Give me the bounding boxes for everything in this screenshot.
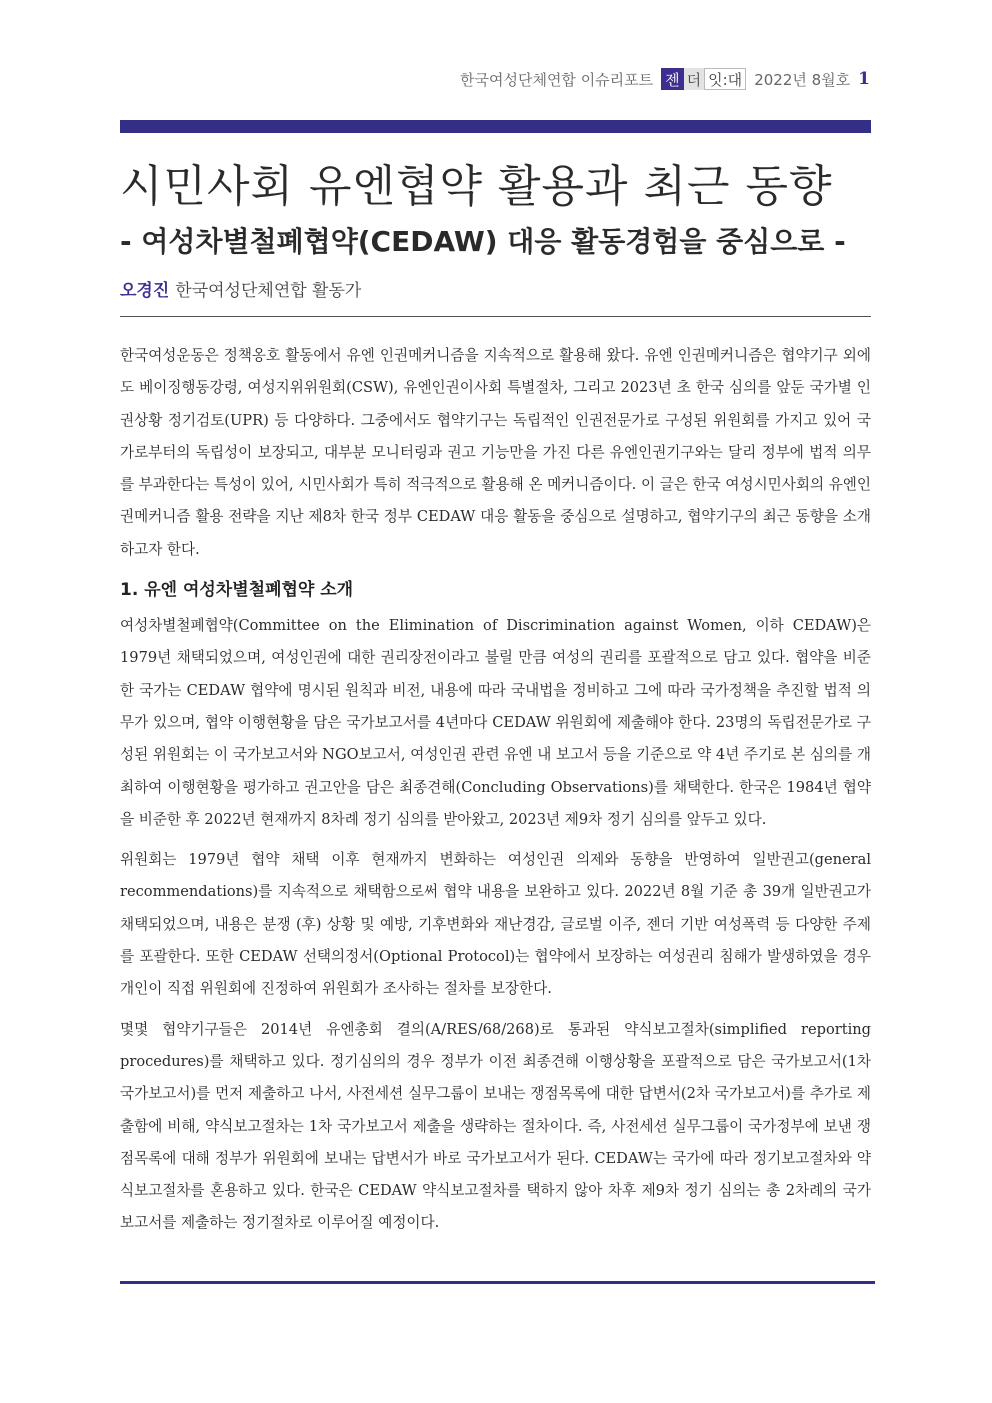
title-divider (120, 316, 871, 317)
author-line (120, 276, 361, 301)
page-title: 시민사회 유엔협약 활용과 최근 동향 (120, 161, 833, 212)
body-paragraph: 여성차별철폐협약(Committee on the Elimination of Discrimination against Women, 이하 CEDAW)은 1979년 채택되었으며, 여성인권에 대한 권리장전이라고 불릴 만큼 여성의 권리를 포괄적으로 담고 있다. 협약을 비준한 국가는 CEDAW 협약에 명시된 원칙과 비전, 내용에 따라 국내법을 정비하고 그에 따라 국가정책을 추진할 법적 의무가 있으며, 협약 이행현황을 담은 국가보고서를 4년마다 CEDAW 위원회에 제출해야 한다. 23명의 독립전문가로 구성된 위원회는 이 국가보고서와 NGO보고서, 여성인권 관련 유엔 내 보고서 등을 기준으로 약 4년 주기로 본 심의를 개최하여 이행현황을 평가하고 권고안을 담은 최종견해(Concluding Observations)를 채택한다. 한국은 1984년 협약을 비준한 후 2022년 현재까지 8차례 정기 심의를 받아왔고, 2023년 제9차 정기 심의를 앞두고 있다. (120, 617, 871, 828)
bottom-divider (120, 1281, 875, 1284)
publication-name: 한국여성단체연합 이슈리포트 (460, 70, 654, 89)
page-number: 1 (858, 69, 870, 89)
badge-part-2: 더 (684, 68, 705, 90)
body-paragraph: 몇몇 협약기구들은 2014년 유엔총회 결의(A/RES/68/268)로 통과된 약식보고절차(simplified reporting procedures)를 채택하고 있다. 정기심의의 경우 정부가 이전 최종견해 이행상황을 포괄적으로 담은 국가보고서(1차 국가보고서)를 먼저 제출하고 나서, 사전세션 실무그룹이 보내는 쟁점목록에 대한 답변서(2차 국가보고서)를 추가로 제출함에 비해, 약식보고절차는 1차 국가보고서 제출을 생략하는 절차이다. 즉, 사전세션 실무그룹이 국가정부에 보낸 쟁점목록에 대해 정부가 위원회에 보내는 답변서가 바로 국가보고서가 된다. CEDAW는 국가에 따라 정기보고절차와 약식보고절차를 혼용하고 있다. 한국은 CEDAW 약식보고절차를 택하지 않아 차후 제9차 정기 심의는 총 2차례의 국가보고서를 제출하는 정기절차로 이루어질 예정이다. (120, 1020, 871, 1232)
badge-part-3: 잇:대 (704, 68, 746, 90)
author-name: 오경진 (120, 281, 170, 301)
page-subtitle: - 여성차별철폐협약(CEDAW) 대응 활동경험을 중심으로 - (120, 225, 846, 258)
top-accent-bar (120, 120, 871, 133)
body-paragraph: 위원회는 1979년 협약 채택 이후 현재까지 변화하는 여성인권 의제와 동향을 반영하여 일반권고(general recommendations)를 지속적으로 채택함으로써 협약 내용을 보완하고 있다. 2022년 8월 기준 총 39개 일반권고가 채택되었으며, 내용은 분쟁 (후) 상황 및 예방, 기후변화와 재난경감, 글로벌 이주, 젠더 기반 여성폭력 등 다양한 주제를 포괄한다. 또한 CEDAW 선택의정서(Optional Protocol)는 협약에서 보장하는 여성권리 침해가 발생하였을 경우 개인이 직접 위원회에 진정하여 위원회가 조사하는 절차를 보장한다. (120, 851, 871, 998)
section-heading: 1. 유엔 여성차별철폐협약 소개 (120, 580, 354, 601)
running-header (460, 66, 870, 92)
badge-part-1: 젠 (661, 68, 684, 90)
issue-date: 2022년 8월호 (754, 70, 851, 89)
intro-paragraph: 한국여성운동은 정책옹호 활동에서 유엔 인권메커니즘을 지속적으로 활용해 왔다. 유엔 인권메커니즘은 협약기구 외에도 베이징행동강령, 여성지위위원회(CSW), 유엔인권이사회 특별절차, 그리고 2023년 초 한국 심의를 앞둔 국가별 인권상황 정기검토(UPR) 등 다양하다. 그중에서도 협약기구는 독립적인 인권전문가로 구성된 위원회를 가지고 있어 국가로부터의 독립성이 보장되고, 대부분 모니터링과 권고 기능만을 가진 다른 유엔인권기구와는 달리 정부에 법적 의무를 부과한다는 특성이 있어, 시민사회가 특히 적극적으로 활용해 온 메커니즘이다. 이 글은 한국 여성시민사회의 유엔인권메커니즘 활용 전략을 지난 제8차 한국 정부 CEDAW 대응 활동을 중심으로 설명하고, 협약기구의 최근 동향을 소개하고자 한다. (120, 347, 871, 558)
gender-itda-badge (661, 68, 746, 90)
article-body (120, 340, 871, 1248)
author-affiliation: 한국여성단체연합 활동가 (175, 281, 362, 301)
